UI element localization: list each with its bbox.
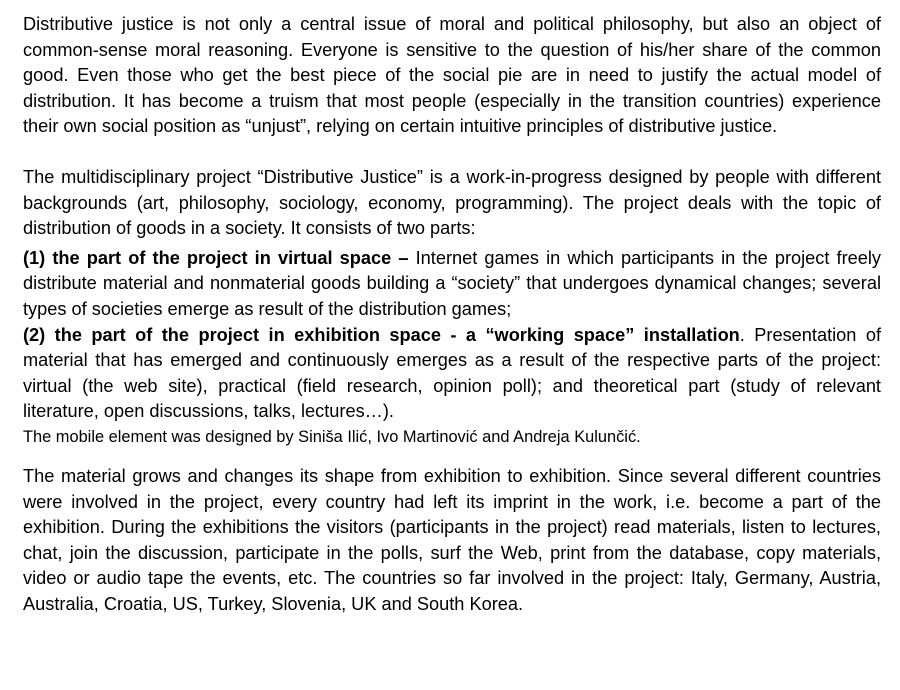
part1-paragraph	[23, 246, 881, 323]
part1-text: Internet games in which participants in the project freely distribute material and nonmaterial goods building a “society” that undergoes dynamical changes; several types of societies emerge as result of the distribution games;	[23, 247, 882, 319]
part2-text: . Presentation of material that has emerged and continuously emerges as a result of the respective parts of the project: virtual (the web site), practical (field research, opinion poll); and theoretical part (study of relevant literature, open discussions, talks, lectures…).	[23, 324, 881, 422]
document-body	[23, 12, 881, 617]
material-paragraph: The material grows and changes its shape from exhibition to exhibition. Since several different countries were involved in the project, every country had left its imprint in the work, i.e. become a part of the exhibition. During the exhibitions the visitors (participants in the project) read materials, listen to lectures, chat, join the discussion, participate in the polls, surf the Web, print from the database, copy materials, video or audio tape the events, etc. The countries so far involved in the project: Italy, Germany, Austria, Australia, Croatia, US, Turkey, Slovenia, UK and South Korea.	[23, 465, 881, 614]
intro-paragraph: Distributive justice is not only a central issue of moral and political philosophy, but also an object of common-sense moral reasoning. Everyone is sensitive to the question of his/her share of the common good. Even those who get the best piece of the social pie are in need to justify the actual model of distribution. It has become a truism that most people (especially in the transition countries) experience their own social position as “unjust”, relying on certain intuitive principles of distributive justice.	[23, 14, 881, 137]
part2-heading: (2) the part of the project in exhibition space - a “working space” installation	[23, 324, 740, 345]
project-paragraph: The multidisciplinary project “Distributive Justice” is a work-in-progress designed by people with different backgrounds (art, philosophy, sociology, economy, programming). The project deals with the topic of distribution of goods in a society. It consists of two parts:	[23, 166, 881, 239]
part2-paragraph	[23, 323, 881, 425]
part1-heading: (1) the part of the project in virtual space –	[23, 247, 409, 268]
credit-line: The mobile element was designed by Siniša Ilić, Ivo Martinović and Andreja Kulunčić.	[23, 427, 641, 446]
